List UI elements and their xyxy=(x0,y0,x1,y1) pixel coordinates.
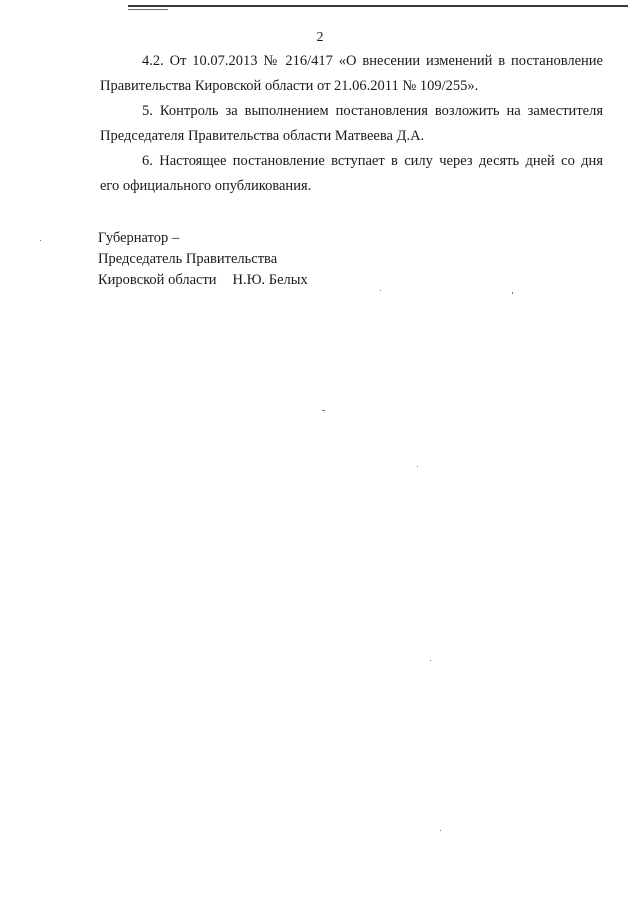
paragraph-5 xyxy=(100,99,603,149)
scan-artifact-line xyxy=(128,5,628,7)
paragraph-line: его официального опубликования. xyxy=(100,178,312,194)
scan-speck xyxy=(430,660,431,661)
scan-speck xyxy=(417,466,418,467)
paragraph-line: Председателя Правительства области Матвеева Д.А. xyxy=(100,128,425,144)
scan-speck xyxy=(380,290,381,291)
paragraph-line: Правительства Кировской области от 21.06.2011 № 109/255». xyxy=(100,78,479,94)
signature-title-line-with-name xyxy=(98,270,308,291)
scan-speck xyxy=(322,410,325,411)
paragraph-6 xyxy=(100,149,603,199)
paragraph-4-2 xyxy=(100,49,603,99)
paragraph-line: 5. Контроль за выполнением постановления возложить на заместителя xyxy=(142,103,603,119)
paragraph-line: 4.2. От 10.07.2013 № 216/417 «О внесении изменений в постановление xyxy=(142,53,603,69)
scan-speck xyxy=(40,240,41,241)
signature-title-line: Кировской области xyxy=(98,272,217,288)
page-number: 2 xyxy=(316,30,324,45)
scan-speck xyxy=(512,292,513,294)
signature-title-line: Председатель Правительства xyxy=(98,251,278,267)
signatory-name: Н.Ю. Белых xyxy=(232,272,308,288)
signature-block xyxy=(98,228,308,291)
scan-speck xyxy=(440,830,441,831)
scan-artifact-line-thin xyxy=(128,9,168,10)
paragraph-line: 6. Настоящее постановление вступает в силу через десять дней со дня xyxy=(142,153,603,169)
signature-title-line: Губернатор – xyxy=(98,230,180,246)
